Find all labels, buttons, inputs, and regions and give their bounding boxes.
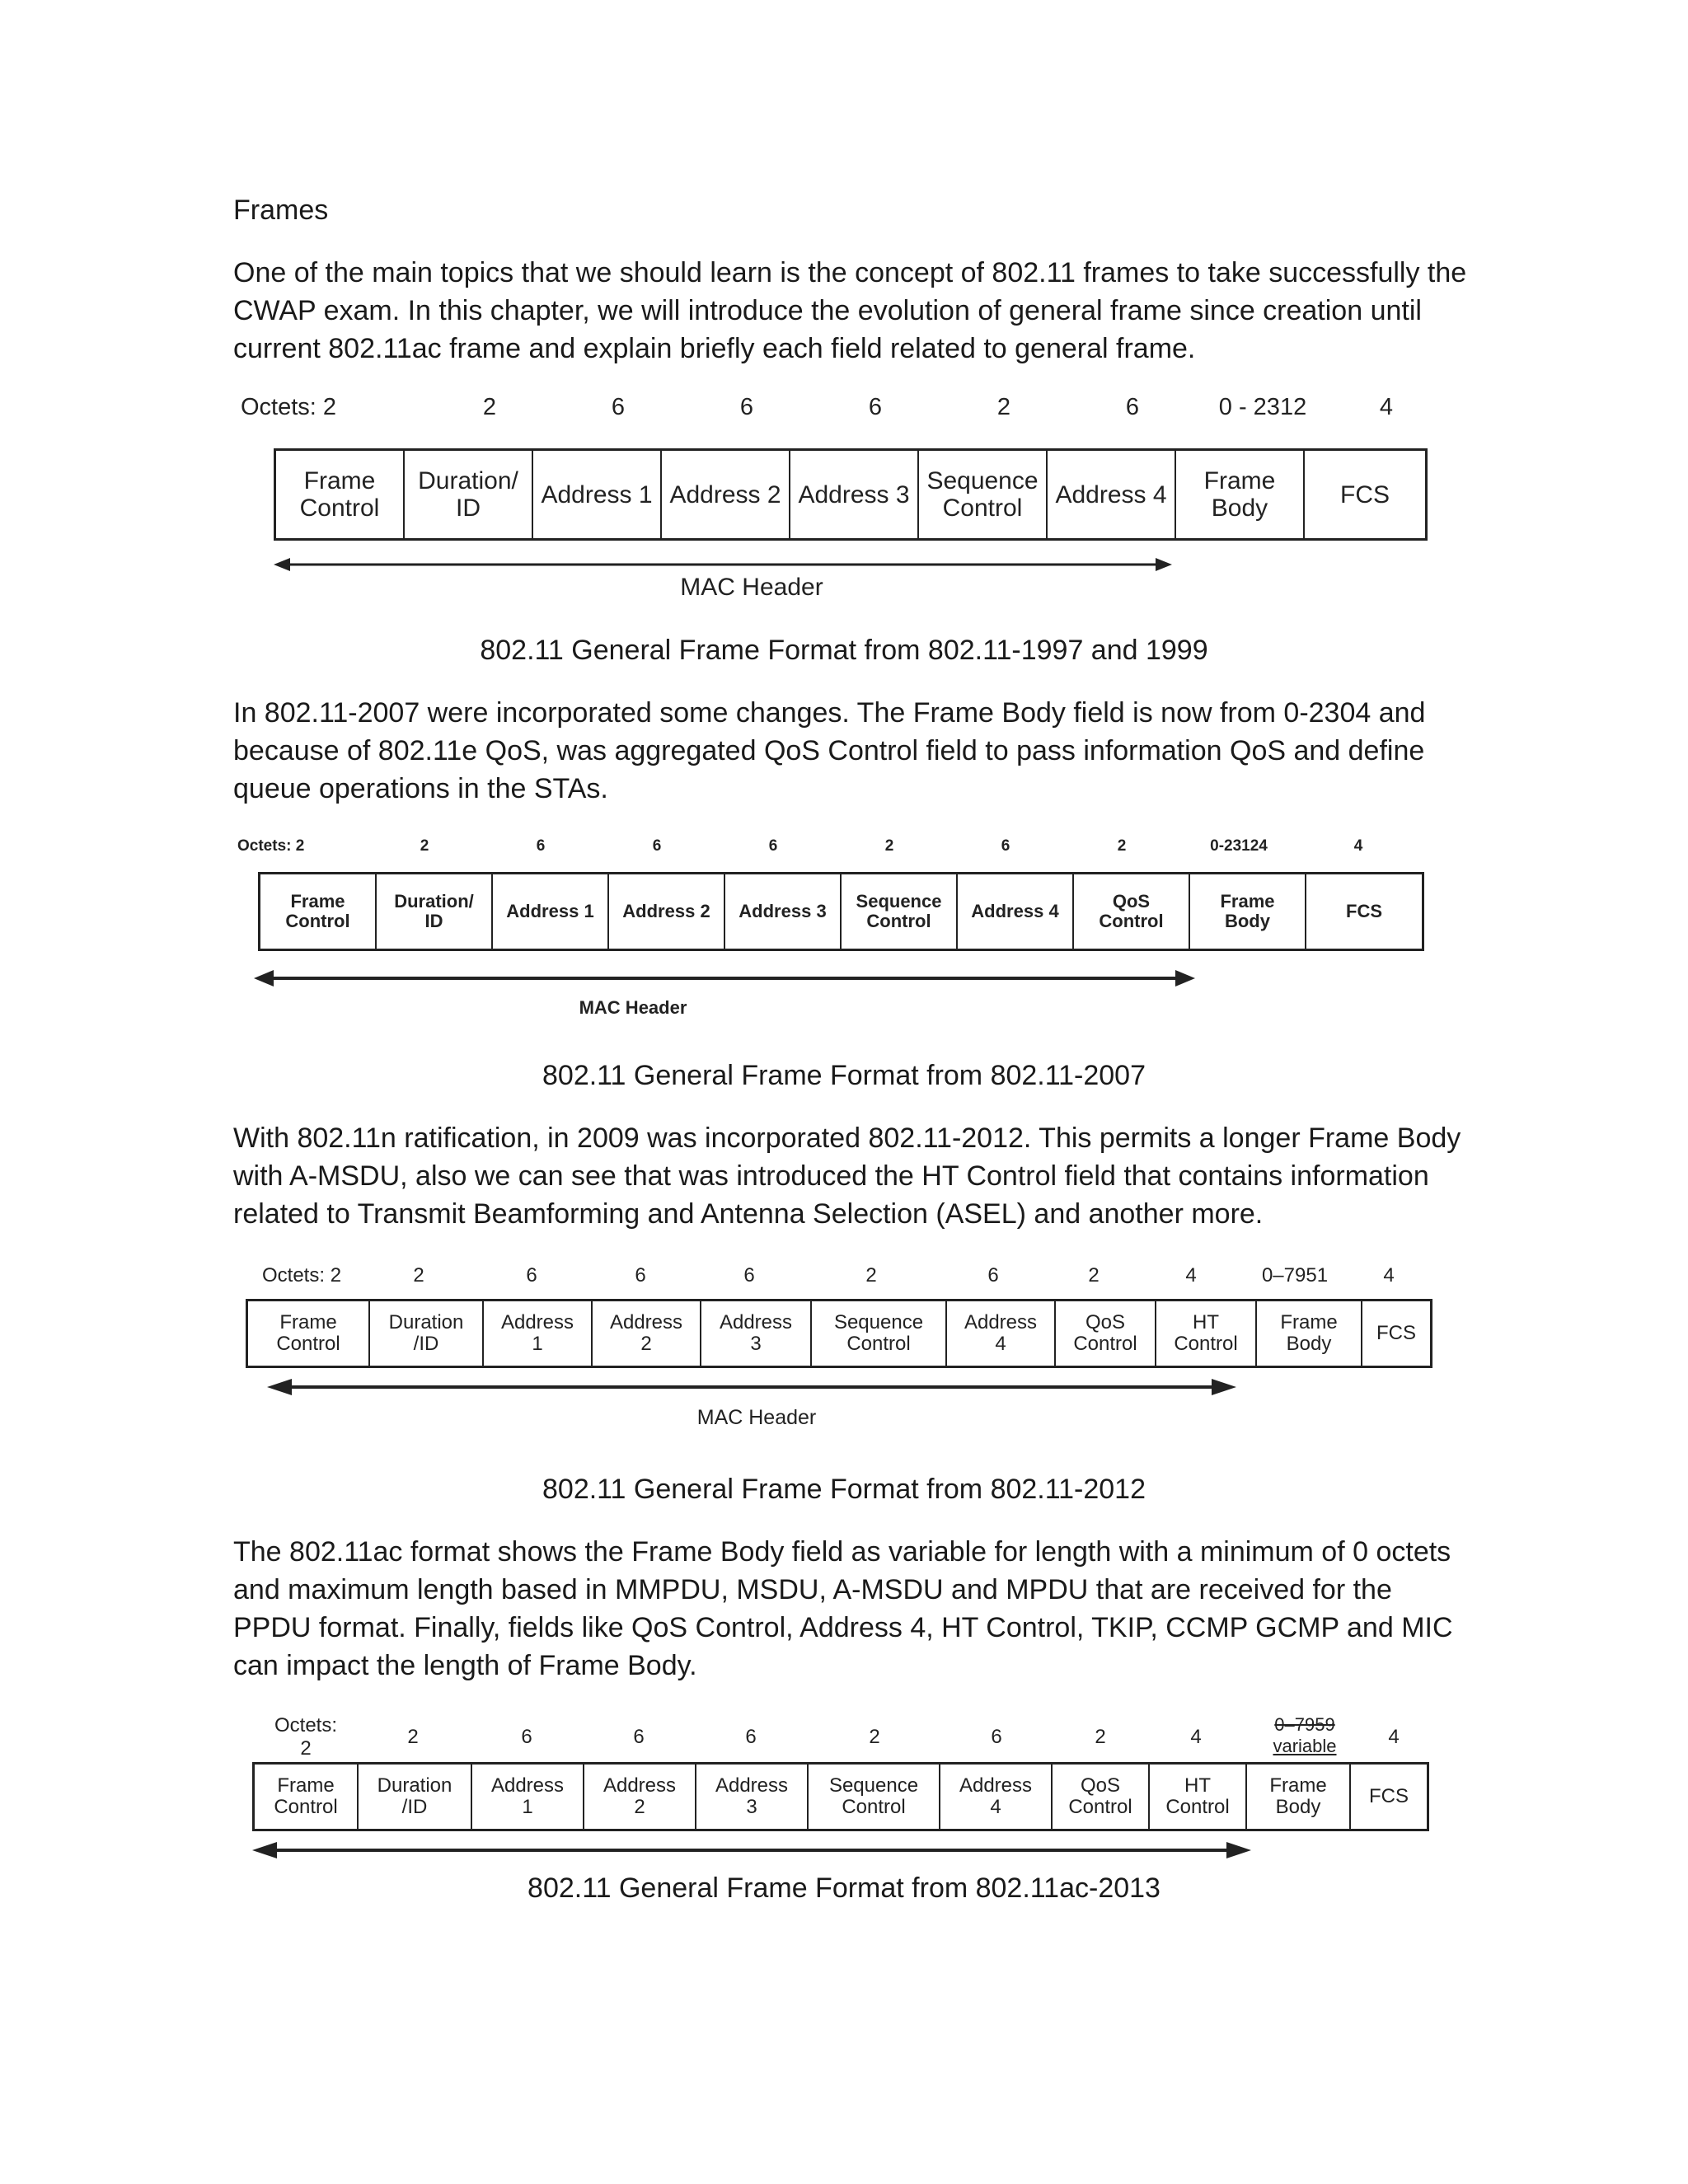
field-address-3: Address 3 bbox=[696, 1765, 809, 1829]
frame-fields-row bbox=[252, 1762, 1429, 1831]
octets-label: Octets: 2 bbox=[274, 1714, 338, 1760]
field-address-1: Address 1 bbox=[484, 1301, 593, 1366]
octet-value: 6 bbox=[987, 1264, 999, 1286]
octet-value: 2 bbox=[413, 1264, 424, 1286]
field-frame-body: Frame Body bbox=[1257, 1301, 1362, 1366]
field-address-4: Address 4 bbox=[958, 874, 1074, 949]
figure-caption-2007: 802.11 General Frame Format from 802.11-2007 bbox=[542, 1060, 1146, 1091]
frame-fields-row bbox=[258, 872, 1424, 951]
octet-value: 6 bbox=[526, 1264, 537, 1286]
octet-value: 2 bbox=[865, 1264, 877, 1286]
frame-fields-row bbox=[246, 1299, 1432, 1368]
octets-row bbox=[241, 394, 1428, 427]
octet-value: 2 bbox=[1117, 837, 1127, 855]
octets-label: Octets: 2 bbox=[262, 1264, 342, 1286]
field-address-3: Address 3 bbox=[701, 1301, 812, 1366]
octet-value: 4 bbox=[1353, 837, 1363, 855]
octet-value: 6 bbox=[739, 394, 754, 420]
frame-format-figure-2007 bbox=[237, 837, 1424, 1019]
field-address-3: Address 3 bbox=[725, 874, 842, 949]
field-frame-control: Frame Control bbox=[276, 451, 405, 538]
octet-value: 6 bbox=[1001, 837, 1010, 855]
paragraph-2012: With 802.11n ratification, in 2009 was incorporated 802.11-2012. This permits a longer Frame Body with A-MSDU, also we can see that was introduced the HT Control field that contains information related to Transmit Beamforming and Antenna Selection (ASEL) and another more. bbox=[233, 1122, 1461, 1230]
frame-fields-row bbox=[274, 448, 1428, 541]
field-fcs: FCS bbox=[1346, 900, 1382, 921]
octet-value: 6 bbox=[768, 837, 778, 855]
octet-value: 0 - 2312 bbox=[1218, 394, 1307, 420]
field-address-3: Address 3 bbox=[790, 451, 919, 538]
field-address-1: Address 1 bbox=[472, 1765, 584, 1829]
field-address-2: Address 2 bbox=[609, 874, 725, 949]
frame-format-figure-1997 bbox=[241, 394, 1428, 600]
frame-format-figure-80211ac bbox=[252, 1714, 1429, 1863]
octet-value: 2 bbox=[1095, 1726, 1106, 1748]
octets-row bbox=[246, 1264, 1432, 1291]
field-ht-control: HT Control bbox=[1156, 1301, 1257, 1366]
field-qos-control: QoS Control bbox=[1074, 874, 1190, 949]
octets-row bbox=[237, 837, 1424, 862]
octet-value: 4 bbox=[1383, 1264, 1395, 1286]
field-frame-body: Frame Body bbox=[1190, 874, 1306, 949]
field-address-2: Address 2 bbox=[593, 1301, 701, 1366]
figure-caption-2012: 802.11 General Frame Format from 802.11-2012 bbox=[542, 1474, 1146, 1505]
octet-value: 4 bbox=[1379, 394, 1394, 420]
octet-value: 6 bbox=[635, 1264, 646, 1286]
octet-value: 0-23124 bbox=[1210, 837, 1268, 855]
field-address-4: Address 4 bbox=[940, 1765, 1053, 1829]
mac-header-arrow bbox=[252, 1838, 1429, 1863]
field-fcs: FCS bbox=[1376, 1321, 1416, 1344]
mac-header-arrow bbox=[237, 966, 1424, 991]
octet-value: 2 bbox=[996, 394, 1011, 420]
field-address-2: Address 2 bbox=[584, 1765, 696, 1829]
field-sequence-control: Sequence Control bbox=[809, 1765, 940, 1829]
mac-header-label: MAC Header bbox=[579, 997, 687, 1018]
octet-value: 6 bbox=[633, 1726, 645, 1748]
octet-value: 2 bbox=[420, 837, 429, 855]
octets-label: Octets: 2 bbox=[237, 837, 305, 855]
octet-value: 2 bbox=[482, 394, 497, 420]
octet-value: 6 bbox=[536, 837, 546, 855]
field-duration-id: Duration/ ID bbox=[405, 451, 533, 538]
mac-header-label: MAC Header bbox=[696, 1406, 817, 1429]
field-frame-control: Frame Control bbox=[255, 1765, 359, 1829]
octet-value: 6 bbox=[521, 1726, 532, 1748]
field-address-1: Address 1 bbox=[493, 874, 609, 949]
field-sequence-control: Sequence Control bbox=[812, 1301, 947, 1366]
field-duration-id: Duration/ ID bbox=[377, 874, 493, 949]
field-address-1: Address 1 bbox=[533, 451, 662, 538]
field-duration-id: Duration /ID bbox=[359, 1765, 472, 1829]
paragraph-2007: In 802.11-2007 were incorporated some changes. The Frame Body field is now from 0-2304 and because of 802.11e QoS, was aggregated QoS Control field to pass information QoS and define queue operations in the STAs. bbox=[233, 697, 1426, 804]
field-sequence-control: Sequence Control bbox=[919, 451, 1048, 538]
field-qos-control: QoS Control bbox=[1056, 1301, 1156, 1366]
octet-value: 0–7951 bbox=[1261, 1264, 1329, 1286]
field-frame-body: Frame Body bbox=[1176, 451, 1305, 538]
field-frame-control: Frame Control bbox=[260, 874, 377, 949]
octet-value: 6 bbox=[611, 394, 626, 420]
octet-value: 2 bbox=[884, 837, 894, 855]
octet-value: 6 bbox=[743, 1264, 755, 1286]
octet-variable-note: variable bbox=[1273, 1736, 1337, 1756]
octets-row bbox=[252, 1714, 1429, 1764]
octet-value: 6 bbox=[745, 1726, 757, 1748]
octet-value: 4 bbox=[1190, 1726, 1202, 1748]
octet-value: 6 bbox=[1125, 394, 1140, 420]
section-title: Frames bbox=[233, 194, 329, 226]
octet-value: 6 bbox=[868, 394, 883, 420]
figure-caption-80211ac: 802.11 General Frame Format from 802.11ac-2013 bbox=[528, 1872, 1160, 1904]
octet-value: 2 bbox=[407, 1726, 419, 1748]
field-frame-body: Frame Body bbox=[1247, 1765, 1351, 1829]
field-address-2: Address 2 bbox=[662, 451, 790, 538]
field-sequence-control: Sequence Control bbox=[842, 874, 958, 949]
mac-header-label: MAC Header bbox=[680, 574, 823, 601]
field-address-4: Address 4 bbox=[947, 1301, 1056, 1366]
octet-value: 2 bbox=[869, 1726, 880, 1748]
octet-value: 4 bbox=[1185, 1264, 1197, 1286]
octet-value: 6 bbox=[991, 1726, 1002, 1748]
field-frame-control: Frame Control bbox=[248, 1301, 370, 1366]
field-duration-id: Duration /ID bbox=[370, 1301, 484, 1366]
field-qos-control: QoS Control bbox=[1053, 1765, 1150, 1829]
octet-value: 0–7959 bbox=[1274, 1714, 1335, 1735]
field-fcs: FCS bbox=[1369, 1784, 1409, 1807]
octet-value: 4 bbox=[1388, 1726, 1400, 1748]
field-fcs: FCS bbox=[1340, 480, 1390, 509]
field-address-4: Address 4 bbox=[1048, 451, 1176, 538]
frame-format-figure-2012 bbox=[246, 1264, 1432, 1429]
octets-label: Octets: 2 bbox=[241, 394, 337, 420]
octet-value: 6 bbox=[652, 837, 662, 855]
paragraph-intro: One of the main topics that we should learn is the concept of 802.11 frames to take successfully the CWAP exam. In this chapter, we will introduce the evolution of general frame since creation until current 802.11ac frame and explain briefly each field related to general frame. bbox=[233, 257, 1467, 364]
mac-header-arrow bbox=[246, 1375, 1432, 1399]
figure-caption-1997: 802.11 General Frame Format from 802.11-1997 and 1999 bbox=[480, 635, 1208, 666]
paragraph-80211ac: The 802.11ac format shows the Frame Body field as variable for length with a minimum of 0 octets and maximum length based in MMPDU, MSDU, A-MSDU and MPDU that are received for the PPDU format. Finally, fields like QoS Control, Address 4, HT Control, TKIP, CCMP GCMP and MIC can impact the length of Frame Body. bbox=[233, 1536, 1453, 1681]
field-ht-control: HT Control bbox=[1150, 1765, 1247, 1829]
octet-value: 2 bbox=[1088, 1264, 1100, 1286]
